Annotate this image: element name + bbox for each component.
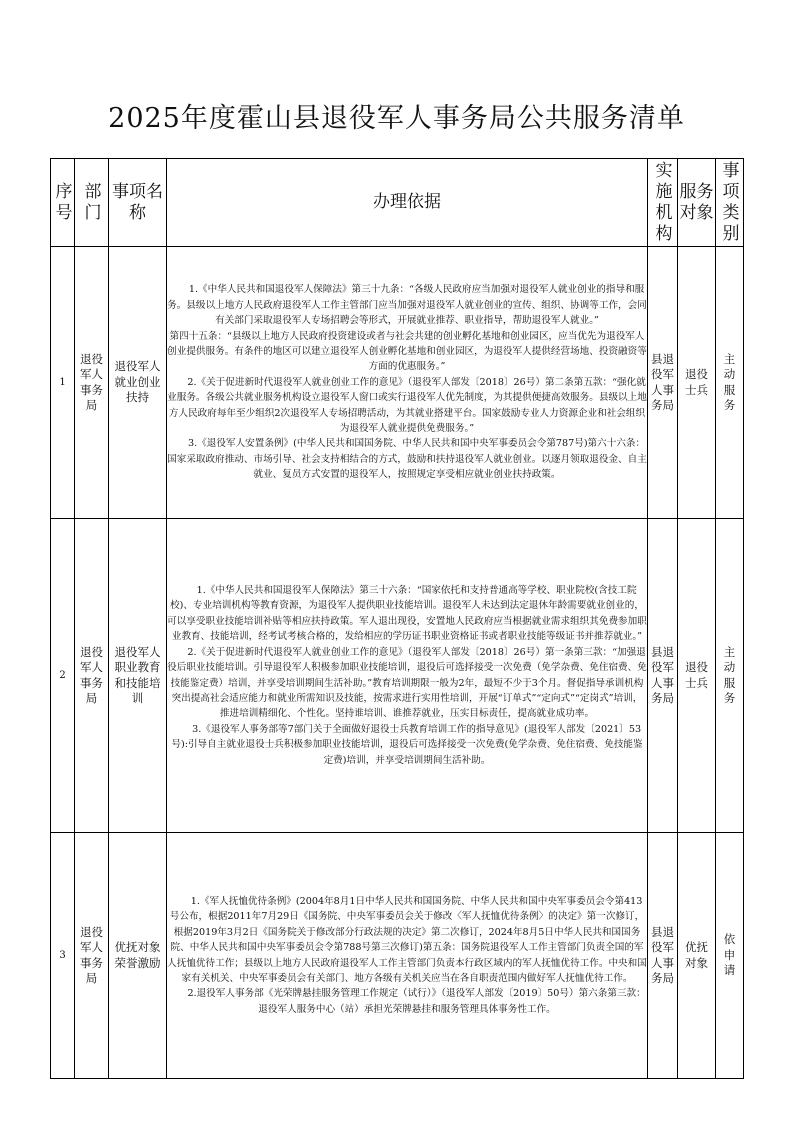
- header-item-name: 事项名称: [109, 159, 167, 247]
- row-department: 退役军人事务局: [75, 833, 109, 1079]
- row-item-name: 优抚对象荣誉激励: [109, 833, 167, 1079]
- row-department: 退役军人事务局: [75, 519, 109, 833]
- table-row: [51, 247, 744, 519]
- header-row: [51, 159, 744, 247]
- row-type: 主动服务: [716, 519, 744, 833]
- basis-paragraph: 3.《退役军人安置条例》(中华人民共和国国务院、中华人民共和国中央军事委员会令第787号)第六十六条：国家采取政府推动、市场引导、社会支持相结合的方式，鼓励和扶持退役军人就业创业。以逐月领取退役金、自主就业、复员方式安置的退役军人，按照规定享受相应就业创业扶持政策。: [167, 438, 647, 481]
- row-target: 退役士兵: [678, 519, 716, 833]
- basis-paragraph: 1.《中华人民共和国退役军人保障法》第三十六条：“国家依托和支持普通高等学校、职业院校(含技工院校)、专业培训机构等教育资源，为退役军人提供职业技能培训。退役军人未达到法定退休年龄需要就业创业的，可以享受职业技能培训补贴等相应扶持政策。军人退出现役，安置地人民政府应当根据就业需求组织其免费参加职业教育、技能培训，经考试考核合格的，发给相应的学历证书职业资格证书或者职业技能等级证书并推荐就业。”: [167, 585, 647, 643]
- row-type: 主动服务: [716, 247, 744, 519]
- basis-paragraph: 2.《关于促进新时代退役军人就业创业工作的意见》（退役军人部发〔2018〕26号）第一条第三款：“加强退役后职业技能培训。引导退役军人积极参加职业技能培训，退役后可选择接受一次免费（免学杂费、免住宿费、免技能鉴定费）培训，并享受培训期间生活补助。”教育培训期限一般为2年，最短不少于3个月。督促指导承训机构突出提高社会适应能力和就业所需知识及技能，按需求进行实用性培训，开展“订单式”“定向式”“定岗式”培训，推进培训精细化、个性化。坚持谁培训、谁推荐就业，压实目标责任，提高就业成功率。: [167, 646, 647, 720]
- row-target: 优抚对象: [678, 833, 716, 1079]
- basis-paragraph: 3.《退役军人事务部等7部门关于全面做好退役士兵教育培训工作的指导意见》(退役军人部发〔2021〕53号):引导自主就业退役士兵积极参加职业技能培训，退役后可选择接受一次免费(免学杂费、免住宿费、免技能鉴定费)培训，并享受培训期间生活补助。: [171, 723, 643, 766]
- row-org: 县退役军人事务局: [648, 833, 678, 1079]
- row-index: 3: [51, 833, 75, 1079]
- basis-paragraph: 1.《军人抚恤优待条例》(2004年8月1日中华人民共和国国务院、中华人民共和国中央军事委员会令第413号公布，根据2011年7月29日《国务院、中央军事委员会关于修改〈军人抚恤优待条例〉的决定》第一次修订，根据2019年3月2日《国务院关于修改部分行政法规的决定》第二次修订，2024年8月5日中华人民共和国国务院、中华人民共和国中央军事委员会令第788号第三次修订)第五条：国务院退役军人工作主管部门负责全国的军人抚恤优待工作；县级以上地方人民政府退役军人工作主管部门负责本行政区域内的军人抚恤优待工作。中央和国家有关机关、中央军事委员会有关部门、地方各级有关机关应当在各自职责范围内做好军人抚恤优待工作。: [167, 895, 647, 984]
- header-type: 事项类别: [716, 159, 744, 247]
- basis-paragraph: 1.《中华人民共和国退役军人保障法》第三十九条：“各级人民政府应当加强对退役军人就业创业的指导和服务。县级以上地方人民政府退役军人工作主管部门应当加强对退役军人就业创业的宣传、组织、协调等工作，会同有关部门采取退役军人专场招聘会等形式，开展就业推荐、职业指导，帮助退役军人就业。”: [167, 284, 647, 327]
- row-basis: [167, 833, 648, 1079]
- basis-paragraph: 2.《关于促进新时代退役军人就业创业工作的意见》（退役军人部发〔2018〕26号）第二条第五款：“强化就业服务。各级公共就业服务机构设立退役军人窗口或实行退役军人优先制度，为其提供便捷高效服务。县级以上地方人民政府每年至少组织2次退役军人专场招聘活动，为其就业搭建平台。国家鼓励专业人力资源企业和社会组织为退役军人就业提供免费服务。”: [167, 376, 647, 435]
- row-index: 1: [51, 247, 75, 519]
- header-target: 服务对象: [678, 159, 716, 247]
- row-org: 县退役军人事务局: [648, 247, 678, 519]
- row-basis: [167, 247, 648, 519]
- header-basis: 办理依据: [167, 159, 648, 247]
- service-list-table: [50, 158, 744, 1079]
- header-department: 部门: [75, 159, 109, 247]
- row-basis: [167, 519, 648, 833]
- row-item-name: 退役军人就业创业扶持: [109, 247, 167, 519]
- row-item-name: 退役军人职业教育和技能培训: [109, 519, 167, 833]
- table-row: [51, 833, 744, 1079]
- row-org: 县退役军人事务局: [648, 519, 678, 833]
- row-type: 依申请: [716, 833, 744, 1079]
- row-department: 退役军人事务局: [75, 247, 109, 519]
- row-target: 退役士兵: [678, 247, 716, 519]
- basis-paragraph: 第四十五条：“县级以上地方人民政府投资建设或者与社会共建的创业孵化基地和创业园区，应当优先为退役军人创业提供服务。有条件的地区可以建立退役军人创业孵化基地和创业园区，为退役军人提供经营场地、投资融资等方面的优惠服务。”: [167, 330, 647, 373]
- table-row: [51, 519, 744, 833]
- header-org: 实施机构: [648, 159, 678, 247]
- row-index: 2: [51, 519, 75, 833]
- basis-paragraph: 2.退役军人事务部《光荣牌悬挂服务管理工作规定（试行）》（退役军人部发〔2019〕50号）第六条第三款：退役军人服务中心（站）承担光荣牌悬挂和服务管理具体事务性工作。: [187, 988, 646, 1015]
- header-index: 序号: [51, 159, 75, 247]
- page-title: 2025年度霍山县退役军人事务局公共服务清单: [108, 103, 685, 134]
